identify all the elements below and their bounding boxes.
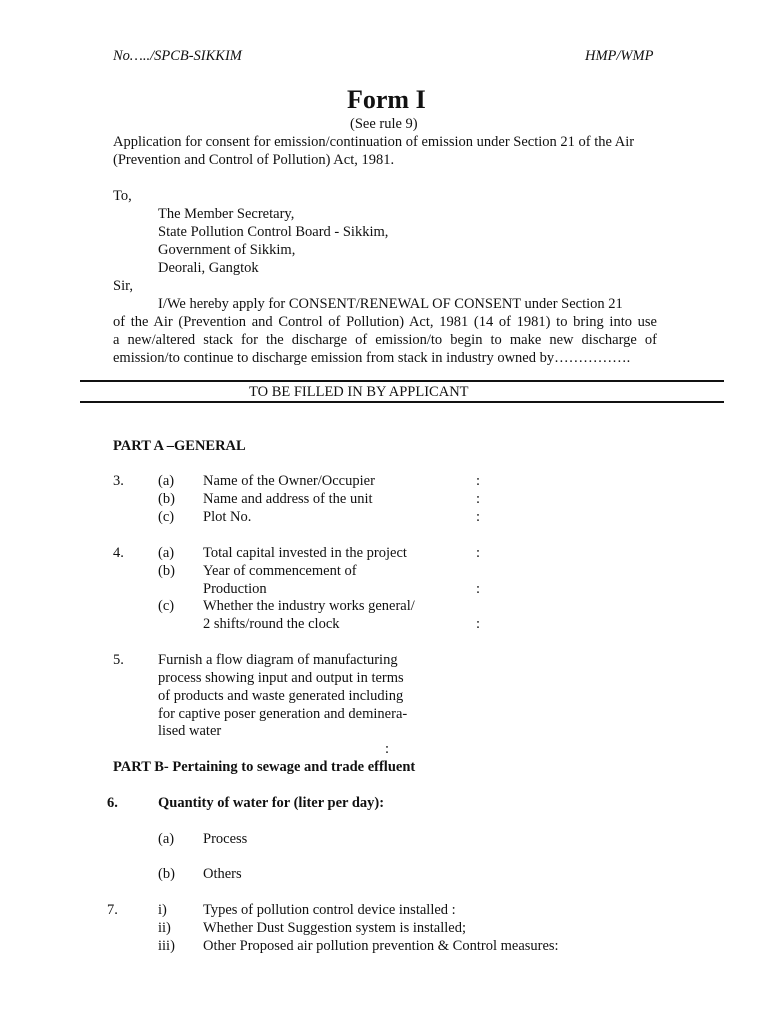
item-numeral: i)	[158, 902, 167, 918]
item-label: Production	[203, 581, 267, 597]
item-label: lised water	[158, 723, 222, 739]
reference-number: No…../SPCB-SIKKIM	[113, 48, 242, 64]
applicant-banner: TO BE FILLED IN BY APPLICANT	[249, 384, 469, 400]
item-label: process showing input and output in terms	[158, 670, 404, 686]
question-number: 7.	[107, 902, 118, 918]
address-line: State Pollution Control Board - Sikkim,	[158, 224, 389, 240]
item-label: Others	[203, 866, 242, 882]
question-number: 4.	[113, 545, 124, 561]
body-line-1: I/We hereby apply for CONSENT/RENEWAL OF CONSENT under Section 21	[158, 296, 623, 312]
salutation: Sir,	[113, 278, 133, 294]
banner-bottom-rule	[80, 401, 724, 403]
item-letter: (a)	[158, 545, 175, 561]
item-label: for captive poser generation and deminera-	[158, 706, 408, 722]
item-label: Year of commencement of	[203, 563, 357, 579]
body-line-4: emission/to continue to discharge emission from stack in industry owned by…………….	[113, 350, 631, 366]
body-line-3: a new/altered stack for the discharge of emission/to begin to make new discharge of	[113, 332, 657, 348]
item-label: Furnish a flow diagram of manufacturing	[158, 652, 398, 668]
body-line-2: of the Air (Prevention and Control of Pollution) Act, 1981 (14 of 1981) to bring into use	[113, 314, 657, 330]
question-number: 6.	[107, 795, 118, 811]
form-subtitle: (See rule 9)	[350, 116, 418, 132]
item-letter: (a)	[158, 473, 175, 489]
item-letter: (c)	[158, 509, 175, 525]
part-a-heading: PART A –GENERAL	[113, 438, 246, 454]
item-letter: (b)	[158, 491, 175, 507]
item-label: Other Proposed air pollution prevention & Control measures:	[203, 938, 559, 954]
item-letter: (b)	[158, 563, 175, 579]
address-line: Deorali, Gangtok	[158, 260, 259, 276]
item-label: Types of pollution control device installed :	[203, 902, 456, 918]
field-colon: :	[476, 616, 481, 632]
item-numeral: ii)	[158, 920, 171, 936]
address-to: To,	[113, 188, 132, 204]
intro-line-1: Application for consent for emission/continuation of emission under Section 21 of the Air	[113, 134, 635, 150]
item-numeral: iii)	[158, 938, 175, 954]
item-label: Name of the Owner/Occupier	[203, 473, 375, 489]
item-label: Whether the industry works general/	[203, 598, 415, 614]
field-colon: :	[476, 509, 481, 525]
question-number: 5.	[113, 652, 124, 668]
item-letter: (c)	[158, 598, 175, 614]
item-letter: (b)	[158, 866, 175, 882]
item-letter: (a)	[158, 831, 175, 847]
form-title: Form I	[347, 85, 426, 114]
address-line: The Member Secretary,	[158, 206, 295, 222]
item-label: of products and waste generated including	[158, 688, 404, 704]
field-colon: :	[476, 581, 481, 597]
item-label: Process	[203, 831, 248, 847]
field-colon: :	[476, 491, 481, 507]
address-line: Government of Sikkim,	[158, 242, 296, 258]
field-colon: :	[476, 545, 481, 561]
field-colon: :	[476, 473, 481, 489]
item-label: Plot No.	[203, 509, 252, 525]
field-colon: :	[385, 741, 390, 757]
item-label: 2 shifts/round the clock	[203, 616, 340, 632]
banner-top-rule	[80, 380, 724, 382]
form-code: HMP/WMP	[585, 48, 654, 64]
item-label: Quantity of water for (liter per day):	[158, 795, 385, 811]
intro-line-2: (Prevention and Control of Pollution) Act, 1981.	[113, 152, 395, 168]
item-label: Total capital invested in the project	[203, 545, 407, 561]
item-label: Whether Dust Suggestion system is installed;	[203, 920, 466, 936]
part-b-heading: PART B- Pertaining to sewage and trade effluent	[113, 759, 416, 775]
question-number: 3.	[113, 473, 124, 489]
item-label: Name and address of the unit	[203, 491, 373, 507]
